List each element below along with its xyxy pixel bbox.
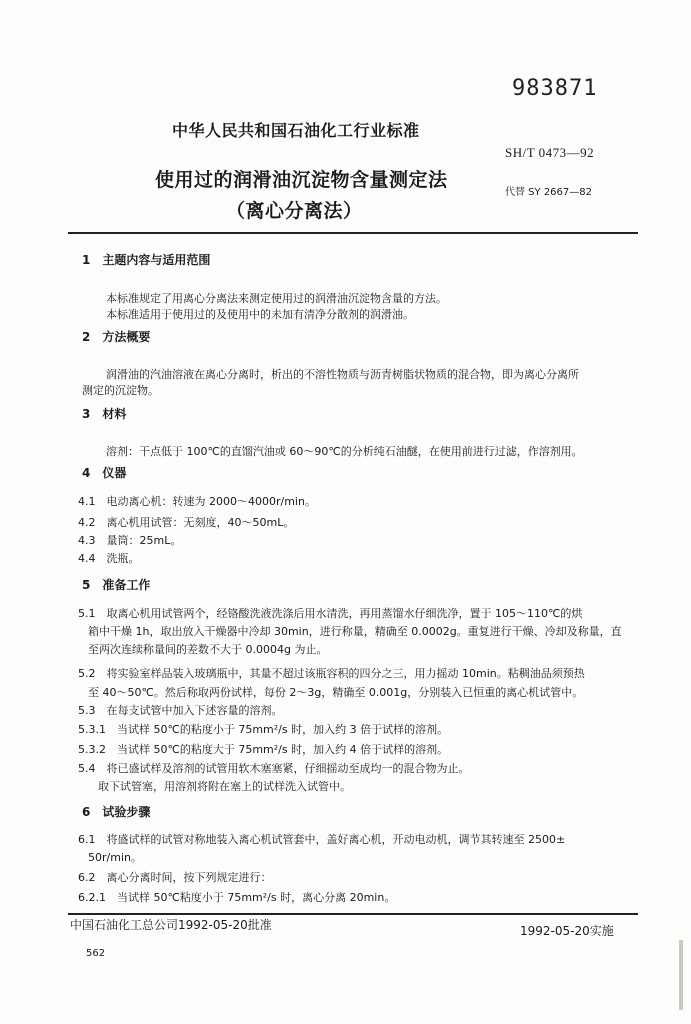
para-6-2-1: 6.2.1 当试样 50℃粘度小于 75mm²/s 时，离心分离 20min。 [78, 891, 396, 904]
section-1-heading: 1 主题内容与适用范围 [82, 253, 211, 267]
para-5-2-line-2: 至 40～50℃。然后称取两份试样，每份 2～3g，精确至 0.001g，分别装入已恒重的离心机试管中。 [88, 686, 584, 699]
item-4-3: 4.3 量筒：25mL。 [78, 534, 182, 547]
scan-edge-mark [679, 940, 683, 1010]
section-4-heading: 4 仪器 [82, 466, 127, 480]
section-2-heading: 2 方法概要 [82, 330, 151, 344]
para-6-1-line-1: 6.1 将盛试样的试管对称地装入离心机试管套中，盖好离心机，开动电动机，调节其转速至 2500± [78, 833, 566, 846]
page-number: 562 [86, 948, 106, 959]
para-5-3-2: 5.3.2 当试样 50℃的粘度大于 75mm²/s 时，加入约 4 倍于试样的溶剂。 [78, 743, 449, 756]
item-4-4: 4.4 洗瓶。 [78, 552, 140, 565]
para-6-2: 6.2 离心分离时间，按下列规定进行： [78, 871, 272, 884]
document-number: 983871 [512, 76, 598, 101]
section-2-line-2: 测定的沉淀物。 [82, 384, 159, 397]
para-5-4-line-1: 5.4 将已盛试样及溶剂的试管用软木塞塞紧，仔细摇动至成均一的混合物为止。 [78, 762, 470, 775]
replaces-standard: 代替 SY 2667—82 [505, 187, 592, 198]
para-5-1-line-2: 箱中干燥 1h，取出放入干燥器中冷却 30min，进行称量，精确至 0.0002g。重复进行干燥、冷却及称量，直 [88, 625, 622, 638]
footer-divider [68, 913, 638, 915]
page-subtitle: （离心分离法） [226, 200, 363, 222]
para-5-1-line-3: 至两次连续称量间的差数不大于 0.0004g 为止。 [88, 643, 328, 656]
header-divider [68, 232, 638, 234]
para-5-1-line-1: 5.1 取离心机用试管两个，经铬酸洗液洗涤后用水清洗，再用蒸馏水仔细洗净，置于 105～110℃的烘 [78, 607, 583, 620]
section-1-paragraph-2: 本标准适用于使用过的及使用中的未加有清净分散剂的润滑油。 [106, 308, 414, 321]
para-5-2-line-1: 5.2 将实验室样品装入玻璃瓶中，其量不超过该瓶容积的四分之三，用力摇动 10min。粘稠油品须预热 [78, 667, 585, 680]
section-1-paragraph-1: 本标准规定了用离心分离法来测定使用过的润滑油沉淀物含量的方法。 [106, 292, 447, 305]
para-6-1-line-2: 50r/min。 [88, 851, 142, 864]
organization-title: 中华人民共和国石油化工行业标准 [172, 121, 420, 140]
approval-line: 中国石油化工总公司1992-05-20批准 [70, 918, 272, 932]
para-5-3: 5.3 在每支试管中加入下述容量的溶剂。 [78, 704, 283, 717]
section-3-paragraph: 溶剂：干点低于 100℃的直馏汽油或 60～90℃的分析纯石油醚，在使用前进行过滤，作溶剂用。 [106, 445, 583, 458]
item-4-2: 4.2 离心机用试管：无刻度，40～50mL。 [78, 516, 295, 529]
para-5-4-line-2: 取下试管塞，用溶剂将附在塞上的试样洗入试管中。 [98, 780, 351, 793]
item-4-1: 4.1 电动离心机：转速为 2000～4000r/min。 [78, 495, 316, 508]
standard-code: SH/T 0473—92 [505, 145, 595, 160]
page-title: 使用过的润滑油沉淀物含量测定法 [155, 169, 448, 191]
section-3-heading: 3 材料 [82, 407, 127, 421]
section-2-line-1: 润滑油的汽油溶液在离心分离时，析出的不溶性物质与沥青树脂状物质的混合物，即为离心分离所 [106, 368, 579, 381]
implementation-date: 1992-05-20实施 [520, 924, 614, 938]
section-6-heading: 6 试验步骤 [82, 805, 151, 819]
section-5-heading: 5 准备工作 [82, 578, 151, 592]
para-5-3-1: 5.3.1 当试样 50℃的粘度小于 75mm²/s 时，加入约 3 倍于试样的溶剂。 [78, 723, 449, 736]
